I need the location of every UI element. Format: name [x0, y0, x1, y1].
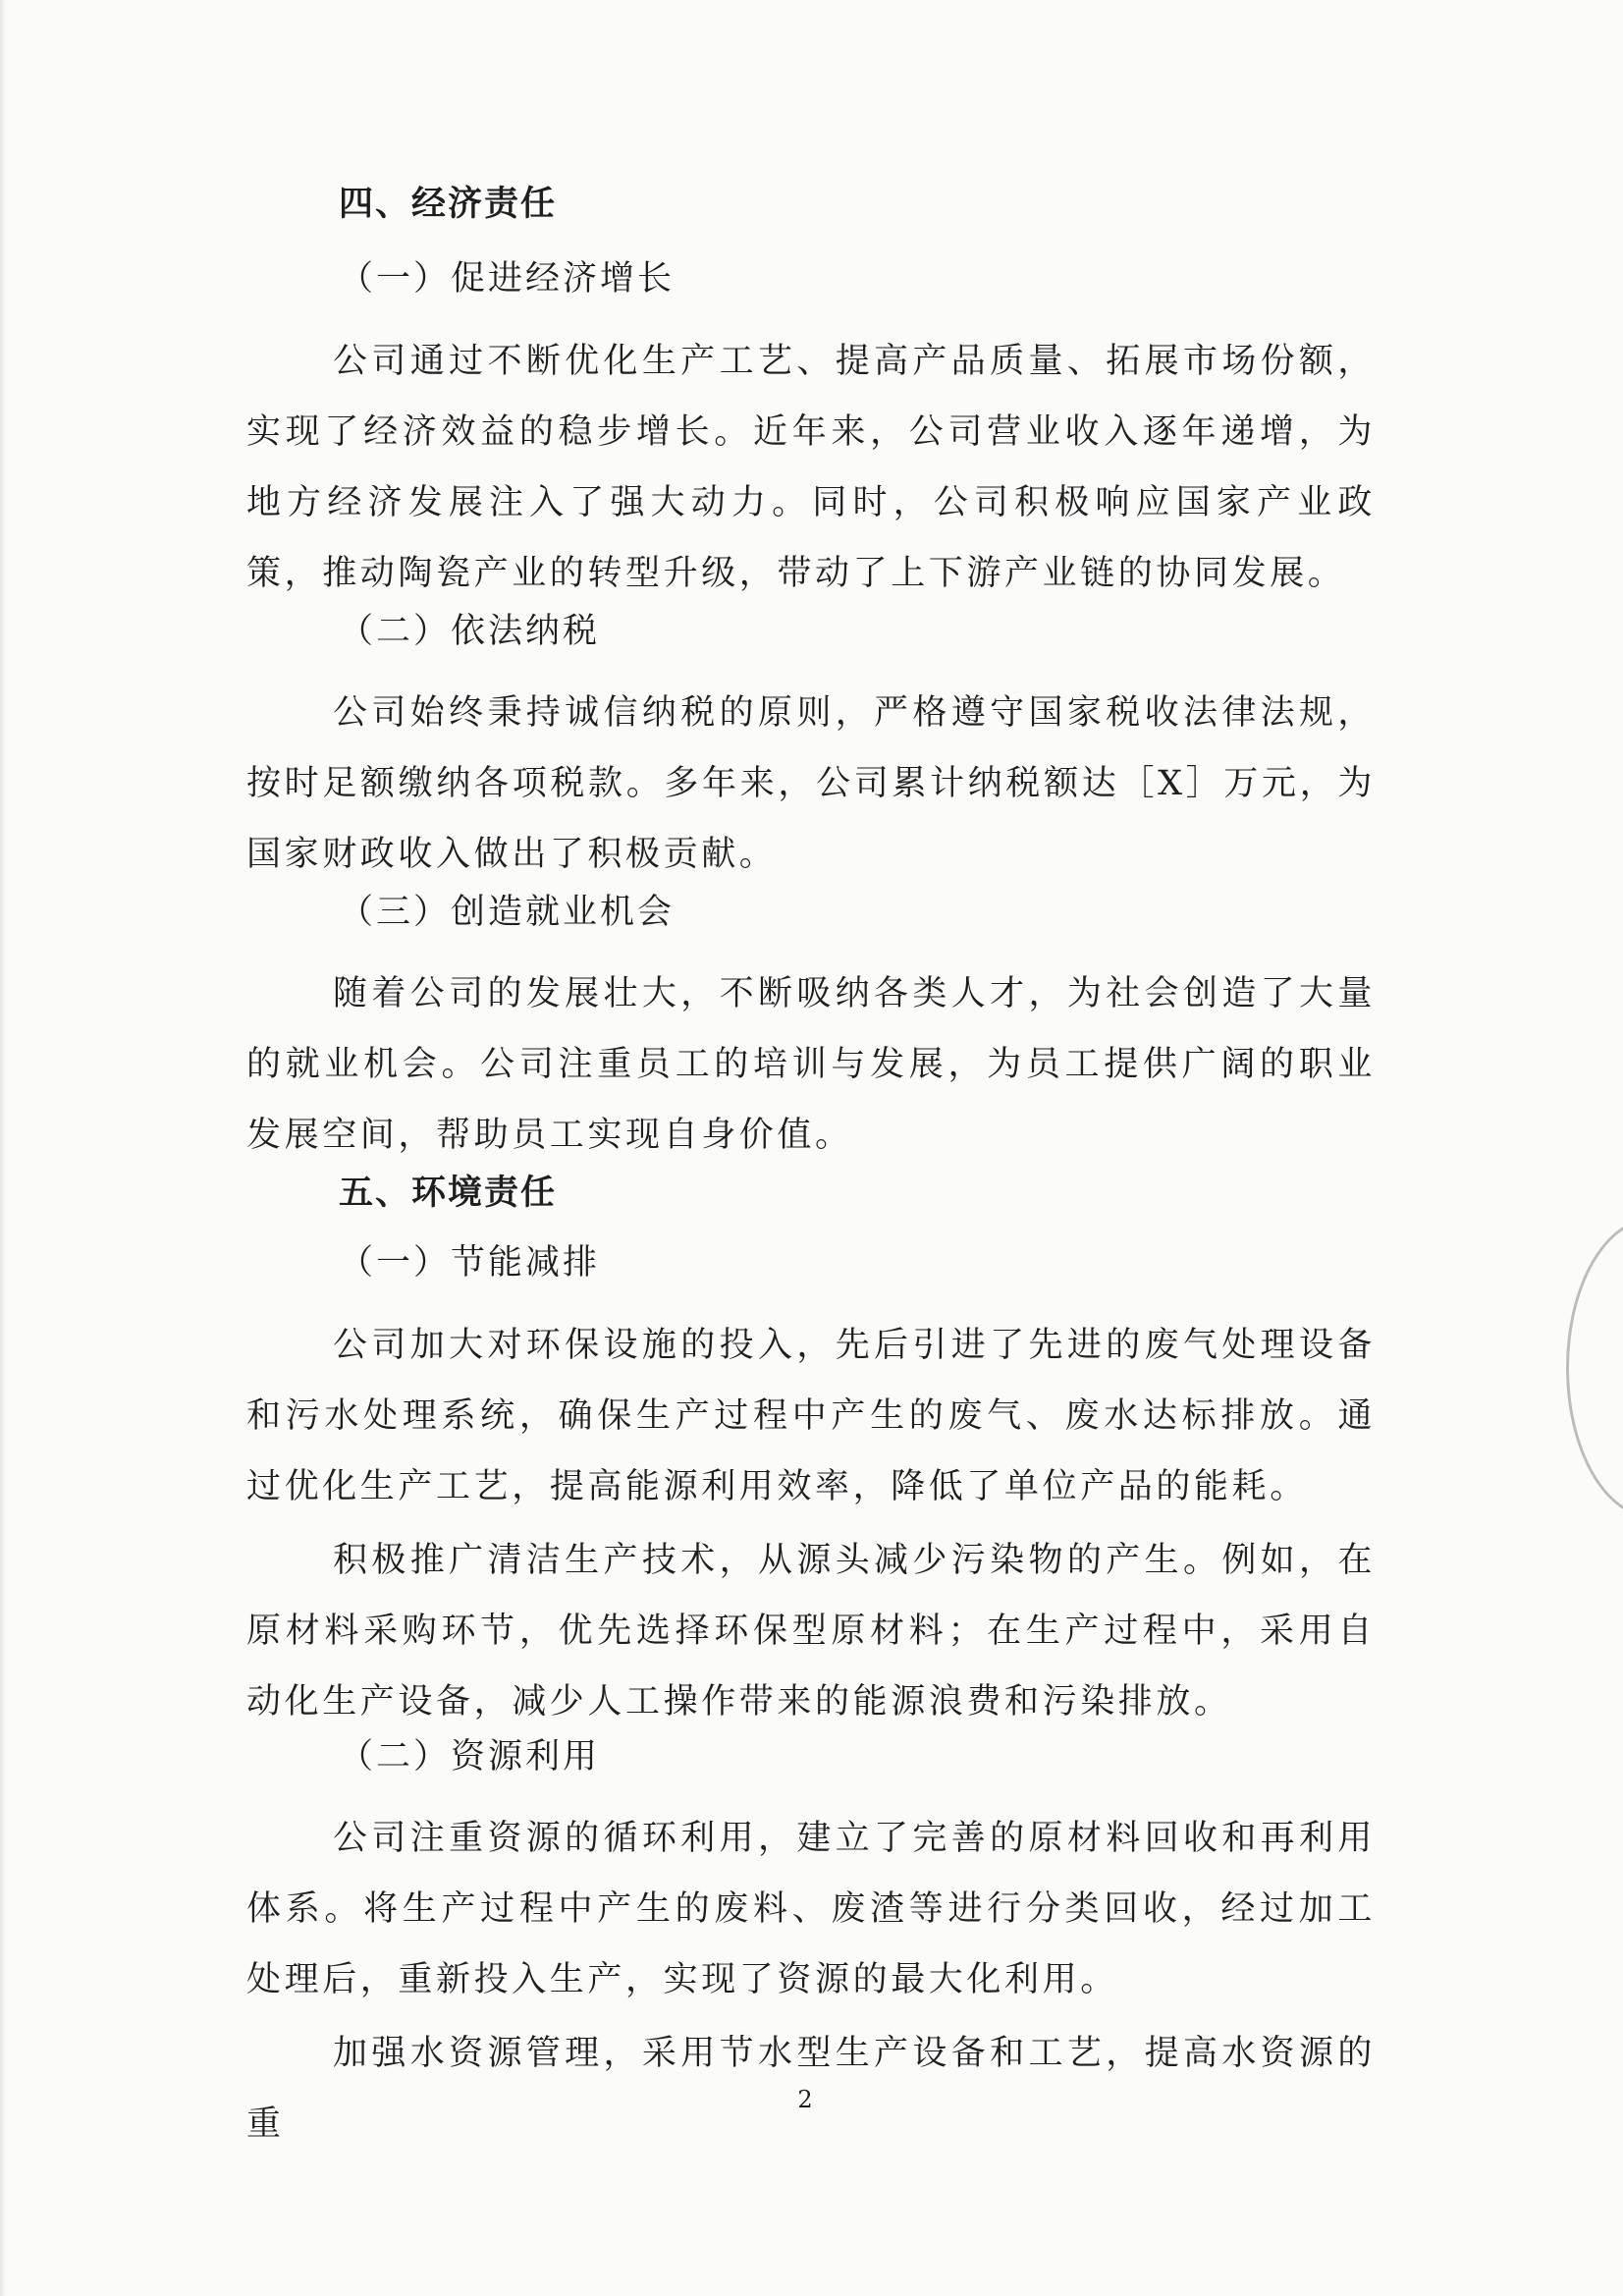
paragraph-resource-use-2: 加强水资源管理，采用节水型生产设备和工艺，提高水资源的重	[246, 2034, 1376, 2144]
page-number: 2	[797, 2086, 813, 2113]
subheading-resource-use: （二）资源利用	[339, 1737, 601, 1777]
subheading-energy-saving: （一）节能减排	[339, 1243, 601, 1283]
paragraph-resource-use-1: 公司注重资源的循环利用，建立了完善的原材料回收和再利用体系。将生产过程中产生的废料、废渣等进行分类回收，经过加工处理后，重新投入生产，实现了资源的最大化利用。	[246, 1819, 1376, 1999]
paragraph-energy-saving-2: 积极推广清洁生产技术，从源头减少污染物的产生。例如，在原材料采购环节，优先选择环保型原材料；在生产过程中，采用自动化生产设备，减少人工操作带来的能源浪费和污染排放。	[246, 1541, 1376, 1722]
scan-edge-shadow	[0, 0, 6, 2296]
subheading-tax: （二）依法纳税	[339, 612, 601, 651]
subheading-economic-growth: （一）促进经济增长	[339, 259, 676, 299]
heading-economic-responsibility: 四、经济责任	[339, 184, 558, 224]
partial-seal-stamp	[1566, 1218, 1623, 1518]
paragraph-energy-saving-1: 公司加大对环保设施的投入，先后引进了先进的废气处理设备和污水处理系统，确保生产过程中产生的废气、废水达标排放。通过优化生产工艺，提高能源利用效率，降低了单位产品的能耗。	[246, 1326, 1376, 1506]
heading-environmental-responsibility: 五、环境责任	[339, 1173, 558, 1213]
paragraph-employment: 随着公司的发展壮大，不断吸纳各类人才，为社会创造了大量的就业机会。公司注重员工的培训与发展，为员工提供广阔的职业发展空间，帮助员工实现自身价值。	[246, 974, 1376, 1155]
paragraph-economic-growth: 公司通过不断优化生产工艺、提高产品质量、拓展市场份额，实现了经济效益的稳步增长。近年来，公司营业收入逐年递增，为地方经济发展注入了强大动力。同时，公司积极响应国家产业政策，推动陶瓷产业的转型升级，带动了上下游产业链的协同发展。	[246, 342, 1376, 593]
paragraph-tax: 公司始终秉持诚信纳税的原则，严格遵守国家税收法律法规，按时足额缴纳各项税款。多年来，公司累计纳税额达［X］万元，为国家财政收入做出了积极贡献。	[246, 693, 1376, 874]
subheading-employment: （三）创造就业机会	[339, 893, 676, 932]
